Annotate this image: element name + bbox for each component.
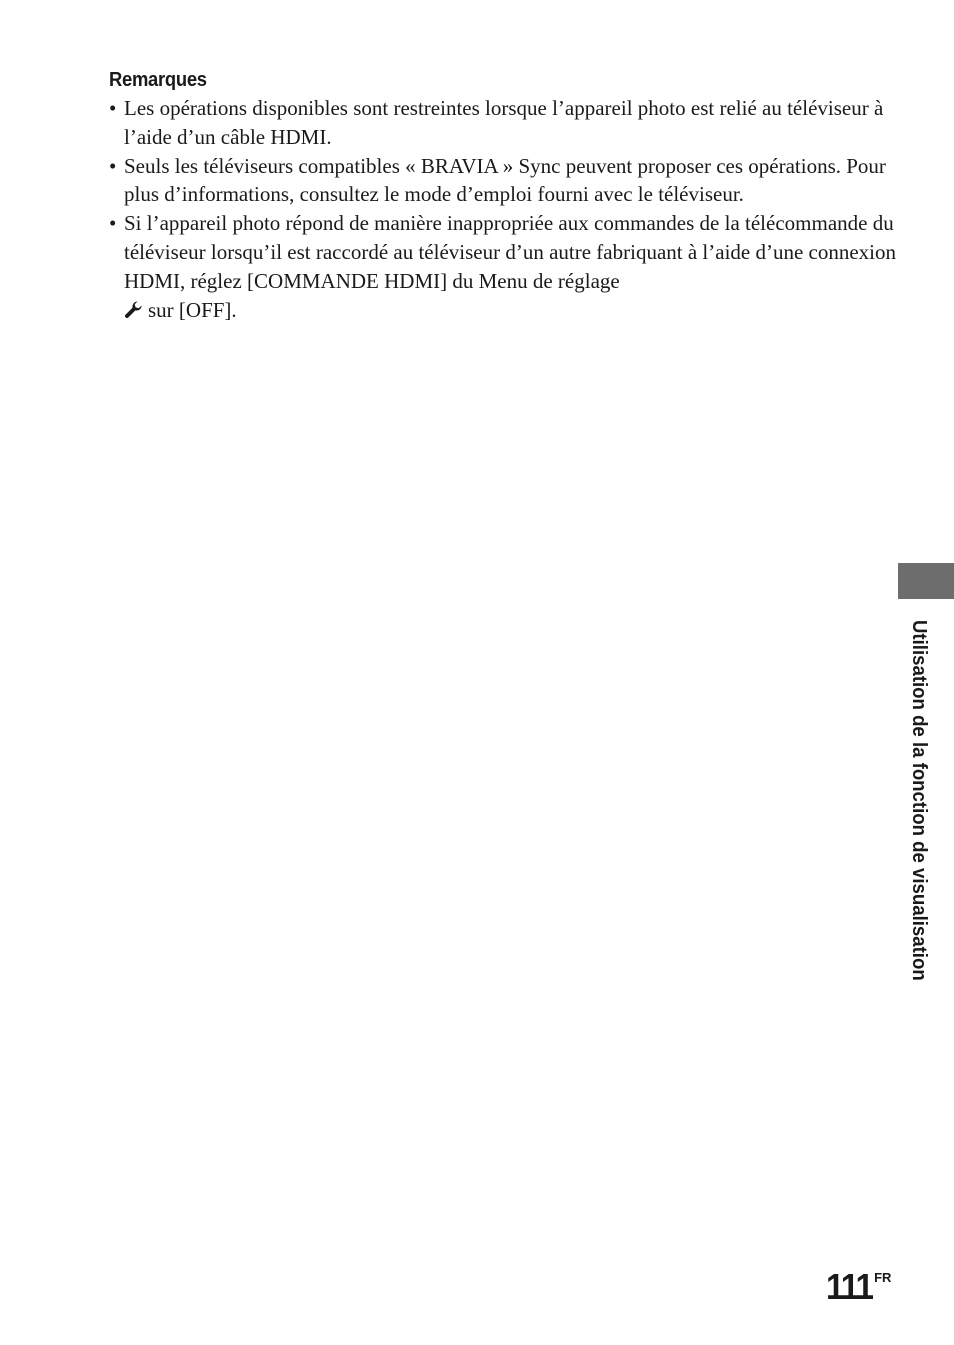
note-item: [109, 94, 899, 152]
note-text: Seuls les téléviseurs compatibles « BRAVIA » Sync peuvent proposer ces opérations. Pour plus d’informations, consultez le mode d’emploi fourni avec le téléviseur.: [124, 153, 886, 207]
notes-section: [109, 66, 899, 324]
section-side-label-text: Utilisation de la fonction de visualisation: [908, 620, 930, 981]
notes-list: [109, 94, 899, 324]
page-number-value: 111: [826, 1266, 873, 1307]
note-text: Les opérations disponibles sont restreintes lorsque l’appareil photo est relié au téléviseur à l’aide d’un câble HDMI.: [124, 96, 884, 149]
bullet: •: [109, 96, 117, 120]
section-side-label: [907, 620, 931, 1050]
bullet: •: [109, 211, 117, 236]
page-number: [826, 1266, 891, 1308]
note-text-after-icon: sur [OFF].: [148, 297, 237, 322]
wrench-icon: [124, 300, 144, 320]
page-language-code: FR: [874, 1270, 892, 1285]
section-tab-marker: [898, 563, 954, 599]
note-item: [109, 152, 899, 210]
note-item: [109, 209, 899, 324]
note-text: Si l’appareil photo répond de manière inappropriée aux commandes de la télécommande du téléviseur lorsqu’il est raccordé au téléviseur d’un autre fabriquant à l’aide d’une connexion HDMI, réglez [COMMANDE HDMI] du Menu de réglage: [124, 211, 897, 293]
notes-heading: Remarques: [109, 69, 207, 91]
bullet: •: [109, 153, 117, 178]
